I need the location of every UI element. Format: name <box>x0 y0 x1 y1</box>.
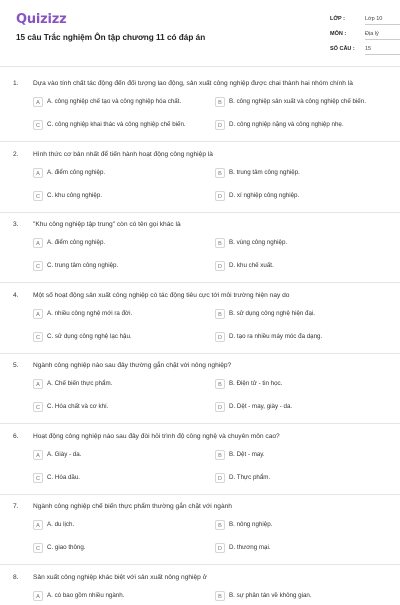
option-text: B. vùng công nghiệp. <box>229 239 288 246</box>
option-letter-box: C <box>33 402 43 412</box>
option-b[interactable] <box>215 588 390 605</box>
question-text: Ngành công nghiệp chế biến thực phẩm thường gắn chặt với ngành <box>33 503 232 510</box>
option-d[interactable] <box>215 399 390 416</box>
option-text: D. công nghiệp nặng và công nghiệp nhẹ. <box>229 121 344 128</box>
option-letter-box: B <box>215 97 225 107</box>
meta-count-label: SỐ CÂU : <box>330 46 355 52</box>
option-text: A. Chế biến thực phẩm. <box>47 380 113 387</box>
option-letter-box: B <box>215 520 225 530</box>
option-c[interactable] <box>33 329 208 346</box>
option-text: C. khu công nghiệp. <box>47 191 103 199</box>
question-number: 4. <box>13 291 19 299</box>
option-text: A. công nghiệp chế tạo và công nghiệp hóa chất. <box>47 98 182 105</box>
option-text: D. xí nghiệp công nghiệp. <box>229 191 300 199</box>
option-letter-box: A <box>33 238 43 248</box>
question-text: Sản xuất công nghiệp khác biệt với sản xuất nông nghiệp ở <box>33 573 207 581</box>
option-text: D. Dệt - may, giày - da. <box>229 403 293 410</box>
option-letter-box: A <box>33 591 43 601</box>
question-number: 8. <box>13 573 19 581</box>
question-divider <box>0 282 400 283</box>
option-text: C. giao thông. <box>47 544 86 551</box>
question-text: Ngành công nghiệp nào sau đây thường gắn chặt với nông nghiệp? <box>33 362 232 369</box>
question-divider <box>0 564 400 565</box>
question-divider <box>0 353 400 354</box>
option-b[interactable] <box>215 235 390 252</box>
option-text: A. du lịch. <box>47 521 75 528</box>
option-letter-box: C <box>33 191 43 201</box>
option-c[interactable] <box>33 188 208 205</box>
option-text: A. Giày - da. <box>47 450 82 458</box>
option-text: C. trung tâm công nghiệp. <box>47 262 119 269</box>
meta-grade-value: Lớp 10 <box>365 16 400 25</box>
option-b[interactable] <box>215 447 390 464</box>
question-text: Dựa vào tính chất tác động đến đối tượng lao động, sản xuất công nghiệp được chai thành hai nhóm chính là <box>33 80 353 87</box>
option-d[interactable] <box>215 329 390 346</box>
option-c[interactable] <box>33 399 208 416</box>
option-letter-box: C <box>33 261 43 271</box>
option-letter-box: B <box>215 168 225 178</box>
question-number: 2. <box>13 150 19 158</box>
meta-count-value: 15 <box>365 46 400 55</box>
question-number: 6. <box>13 432 19 440</box>
option-letter-box: B <box>215 591 225 601</box>
option-text: C. sử dụng công nghệ lạc hậu. <box>47 332 132 340</box>
question-divider <box>0 141 400 142</box>
option-text: D. thương mại. <box>229 544 271 551</box>
option-text: B. Điện tử - tin học. <box>229 380 283 387</box>
option-b[interactable] <box>215 306 390 323</box>
question-text: Hình thức cơ bản nhất để tiến hành hoạt động công nghiệp là <box>33 150 213 158</box>
option-letter-box: D <box>215 120 225 130</box>
option-a[interactable] <box>33 517 208 534</box>
option-a[interactable] <box>33 165 208 182</box>
option-letter-box: A <box>33 450 43 460</box>
question-text: "Khu công nghiệp tập trung" còn có tên gọi khác là <box>33 221 181 228</box>
option-letter-box: D <box>215 402 225 412</box>
question-number: 5. <box>13 362 19 369</box>
option-a[interactable] <box>33 588 208 605</box>
option-c[interactable] <box>33 540 208 557</box>
option-letter-box: A <box>33 97 43 107</box>
option-text: C. Hóa chất và cơ khí. <box>47 403 109 410</box>
worksheet-title: 15 câu Trắc nghiệm Ôn tập chương 11 có đáp án <box>16 33 206 42</box>
option-letter-box: D <box>215 473 225 483</box>
option-b[interactable] <box>215 376 390 393</box>
option-letter-box: B <box>215 238 225 248</box>
option-c[interactable] <box>33 117 208 134</box>
option-b[interactable] <box>215 94 390 111</box>
option-letter-box: B <box>215 379 225 389</box>
option-letter-box: A <box>33 379 43 389</box>
question-text: Hoạt động công nghiệp nào sau đây đòi hỏi trình độ công nghệ và chuyên môn cao? <box>33 432 280 440</box>
header-divider <box>0 66 400 67</box>
option-d[interactable] <box>215 188 390 205</box>
question-number: 7. <box>13 503 19 510</box>
option-letter-box: B <box>215 309 225 319</box>
option-a[interactable] <box>33 94 208 111</box>
option-text: A. điểm công nghiệp. <box>47 239 106 246</box>
option-b[interactable] <box>215 165 390 182</box>
option-letter-box: D <box>215 543 225 553</box>
option-text: A. có bao gồm nhiều ngành. <box>47 591 125 599</box>
option-text: C. công nghiệp khai thác và công nghiệp chế biến. <box>47 121 186 128</box>
quizizz-logo: Quizizz <box>16 12 67 27</box>
option-text: B. sử dụng công nghệ hiện đại. <box>229 309 316 317</box>
option-text: D. khu chế xuất. <box>229 262 274 269</box>
option-letter-box: C <box>33 120 43 130</box>
meta-grade-label: LỚP : <box>330 16 345 22</box>
option-text: B. nông nghiệp. <box>229 521 273 528</box>
meta-subject-value: Địa lý <box>365 31 400 40</box>
option-a[interactable] <box>33 447 208 464</box>
worksheet-header <box>0 0 400 66</box>
meta-subject-label: MÔN : <box>330 31 347 37</box>
option-a[interactable] <box>33 306 208 323</box>
question-number: 1. <box>13 80 19 87</box>
option-d[interactable] <box>215 540 390 557</box>
option-letter-box: C <box>33 473 43 483</box>
option-d[interactable] <box>215 117 390 134</box>
option-text: D. tạo ra nhiều máy móc đa dạng. <box>229 332 323 340</box>
option-letter-box: D <box>215 191 225 201</box>
option-a[interactable] <box>33 235 208 252</box>
option-text: B. công nghiệp sản xuất và công nghiệp chế biến. <box>229 98 366 105</box>
option-text: A. nhiều công nghệ mới ra đời. <box>47 309 133 317</box>
option-text: D. Thực phẩm. <box>229 473 271 481</box>
question-number: 3. <box>13 221 19 228</box>
option-letter-box: D <box>215 332 225 342</box>
option-letter-box: C <box>33 332 43 342</box>
option-b[interactable] <box>215 517 390 534</box>
option-d[interactable] <box>215 470 390 487</box>
question-text: Một số hoạt động sản xuất công nghiệp có tác động tiêu cực tới môi trường hiện nay do <box>33 291 290 299</box>
option-text: B. sự phân tán về không gian. <box>229 591 312 599</box>
option-letter-box: B <box>215 450 225 460</box>
option-letter-box: C <box>33 543 43 553</box>
option-text: B. Dệt - may. <box>229 450 265 458</box>
option-letter-box: A <box>33 520 43 530</box>
question-divider <box>0 212 400 213</box>
question-divider <box>0 423 400 424</box>
option-text: B. trung tâm công nghiệp. <box>229 168 300 176</box>
option-a[interactable] <box>33 376 208 393</box>
option-text: A. điểm công nghiệp. <box>47 168 106 176</box>
option-letter-box: A <box>33 309 43 319</box>
option-letter-box: A <box>33 168 43 178</box>
option-d[interactable] <box>215 258 390 275</box>
option-letter-box: D <box>215 261 225 271</box>
question-divider <box>0 494 400 495</box>
option-c[interactable] <box>33 258 208 275</box>
option-c[interactable] <box>33 470 208 487</box>
option-text: C. Hóa dầu. <box>47 473 81 481</box>
